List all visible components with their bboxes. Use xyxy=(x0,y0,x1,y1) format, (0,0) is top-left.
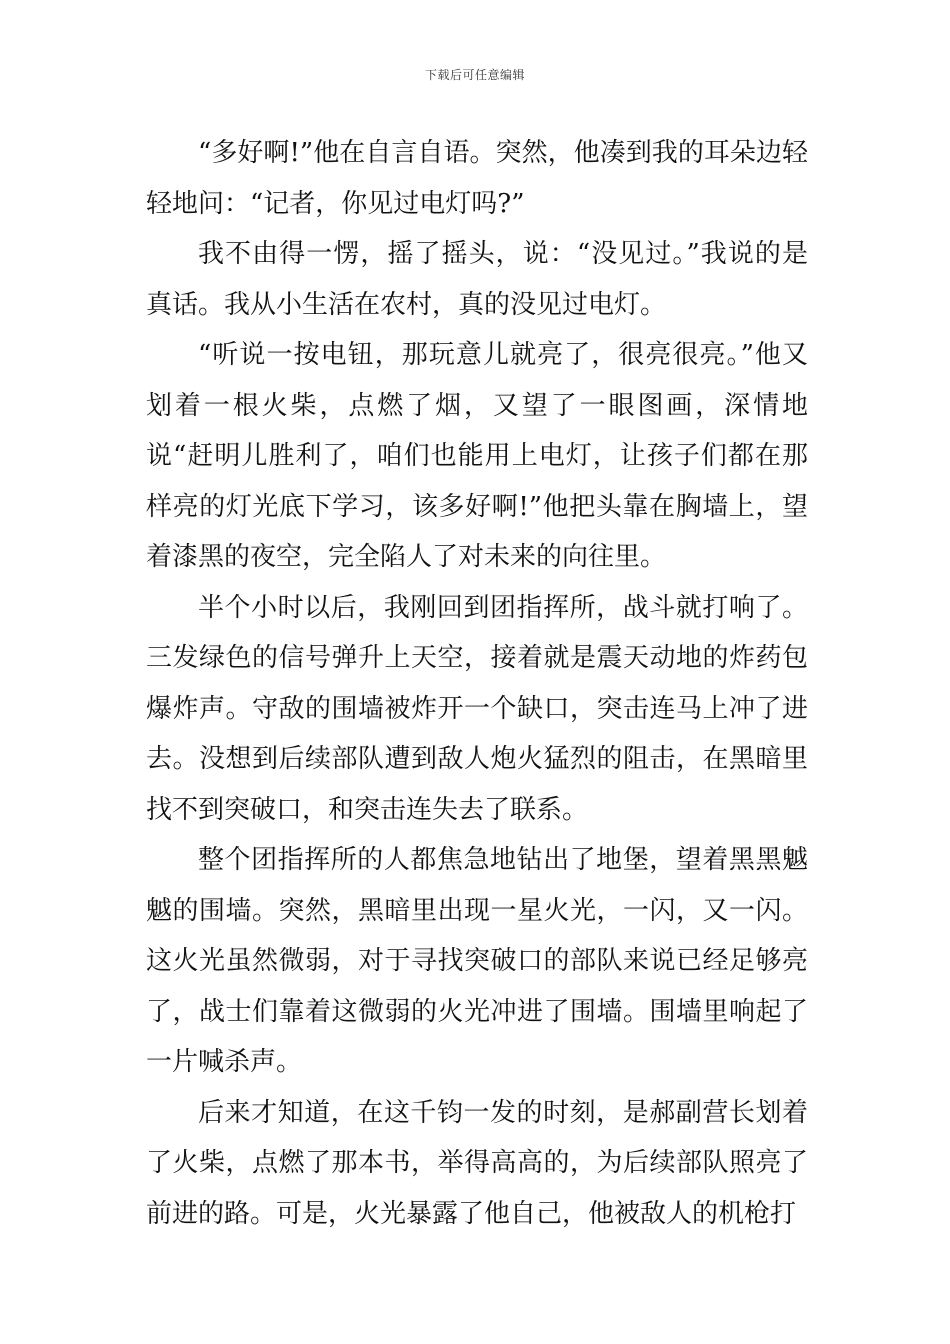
paragraph: 后来才知道，在这千钧一发的时刻，是郝副营长划着了火柴，点燃了那本书，举得高高的，为后续部队照亮了前进的路。可是，火光暴露了他自己，他被敌人的机枪打 xyxy=(146,1097,808,1229)
page-header: 下载后可任意编辑 xyxy=(424,68,525,82)
paragraph: 整个团指挥所的人都焦急地钻出了地堡，望着黑黑魆魆的围墙。突然，黑暗里出现一星火光，一闪，又一闪。这火光虽然微弱，对于寻找突破口的部队来说已经足够亮了，战士们靠着这微弱的火光冲进了围墙。围墙里响起了一片喊杀声。 xyxy=(146,845,808,1077)
paragraph: 半个小时以后，我刚回到团指挥所，战斗就打响了。三发绿色的信号弹升上天空，接着就是震天动地的炸药包爆炸声。守敌的围墙被炸开一个缺口，突击连马上冲了进去。没想到后续部队遭到敌人炮火猛烈的阻击，在黑暗里找不到突破口，和突击连失去了联系。 xyxy=(146,592,808,825)
paragraph: “听说一按电钮，那玩意儿就亮了，很亮很亮。”他又划着一根火柴，点燃了烟，又望了一眼图画，深情地说“赶明儿胜利了，咱们也能用上电灯，让孩子们都在那样亮的灯光底下学习，该多好啊!”他把头靠在胸墙上，望着漆黑的夜空，完全陷人了对未来的向往里。 xyxy=(146,340,808,572)
paragraph: 我不由得一愣，摇了摇头，说：“没见过。”我说的是真话。我从小生活在农村，真的没见过电灯。 xyxy=(146,239,808,320)
body-text xyxy=(146,128,808,1239)
paragraph: “多好啊!”他在自言自语。突然，他凑到我的耳朵边轻轻地问：“记者，你见过电灯吗?” xyxy=(146,138,808,219)
